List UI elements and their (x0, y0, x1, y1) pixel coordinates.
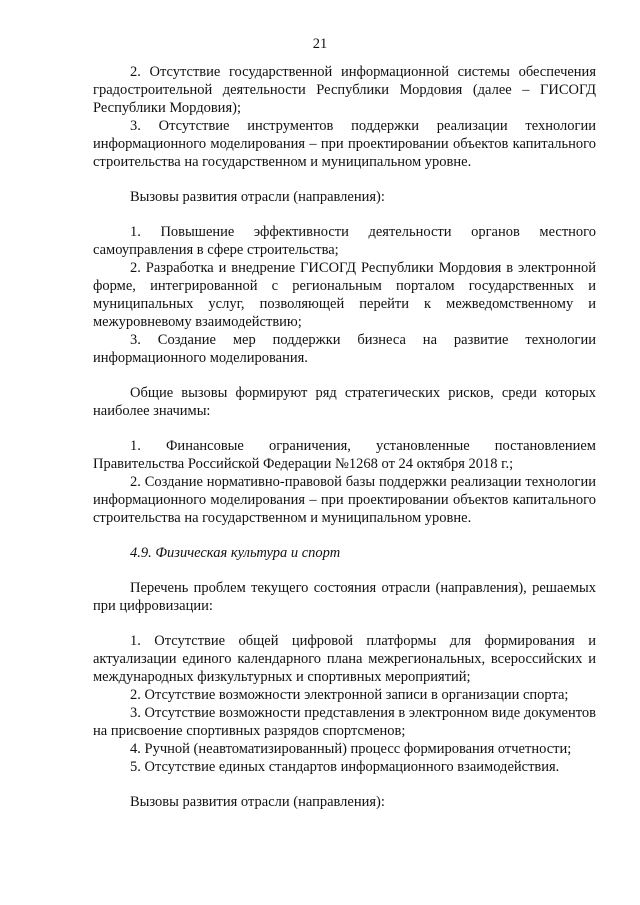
page-number: 21 (312, 36, 328, 52)
list-item: 2. Отсутствие возможности электронной записи в организации спорта; (130, 687, 569, 703)
list-item: 5. Отсутствие единых стандартов информационного взаимодействия. (130, 759, 560, 775)
list-item: 2. Разработка и внедрение ГИСОГД Республики Мордовия в электронной форме, интегрированной с региональным порталом государственных и муниципальных услуг, позволяющей перейти к межведомственному и межуровневому взаимодействию; (93, 260, 596, 330)
list-item: 1. Отсутствие общей цифровой платформы для формирования и актуализации единого календарного плана межрегиональных, всероссийских и международных физкультурных и спортивных мероприятий; (93, 633, 596, 685)
list-item: 2. Создание нормативно-правовой базы поддержки реализации технологии информационного моделирования – при проектировании объектов капитального строительства на государственном и муниципальном уровне. (93, 474, 596, 526)
challenges-heading-2: Вызовы развития отрасли (направления): (130, 794, 385, 810)
list-item: 1. Финансовые ограничения, установленные постановлением Правительства Российской Федерации №1268 от 24 октября 2018 г.; (93, 438, 596, 472)
problems-intro: Перечень проблем текущего состояния отрасли (направления), решаемых при цифровизации: (93, 580, 596, 614)
section-title: 4.9. Физическая культура и спорт (130, 545, 341, 561)
challenges-heading: Вызовы развития отрасли (направления): (130, 189, 385, 205)
list-item: 1. Повышение эффективности деятельности органов местного самоуправления в сфере строительства; (93, 224, 596, 258)
risks-intro: Общие вызовы формируют ряд стратегических рисков, среди которых наиболее значимы: (93, 385, 596, 419)
list-item: 4. Ручной (неавтоматизированный) процесс формирования отчетности; (130, 741, 572, 757)
list-item: 3. Отсутствие инструментов поддержки реализации технологии информационного моделирования – при проектировании объектов капитального строительства на государственном и муниципальном уровне. (93, 118, 596, 170)
page-content (93, 63, 596, 811)
list-item: 2. Отсутствие государственной информационной системы обеспечения градостроительной деятельности Республики Мордовия (далее – ГИСОГД Республики Мордовия); (93, 64, 596, 116)
list-item: 3. Отсутствие возможности представления в электронном виде документов на присвоение спортивных разрядов спортсменов; (93, 705, 596, 739)
list-item: 3. Создание мер поддержки бизнеса на развитие технологии информационного моделирования. (93, 332, 596, 366)
